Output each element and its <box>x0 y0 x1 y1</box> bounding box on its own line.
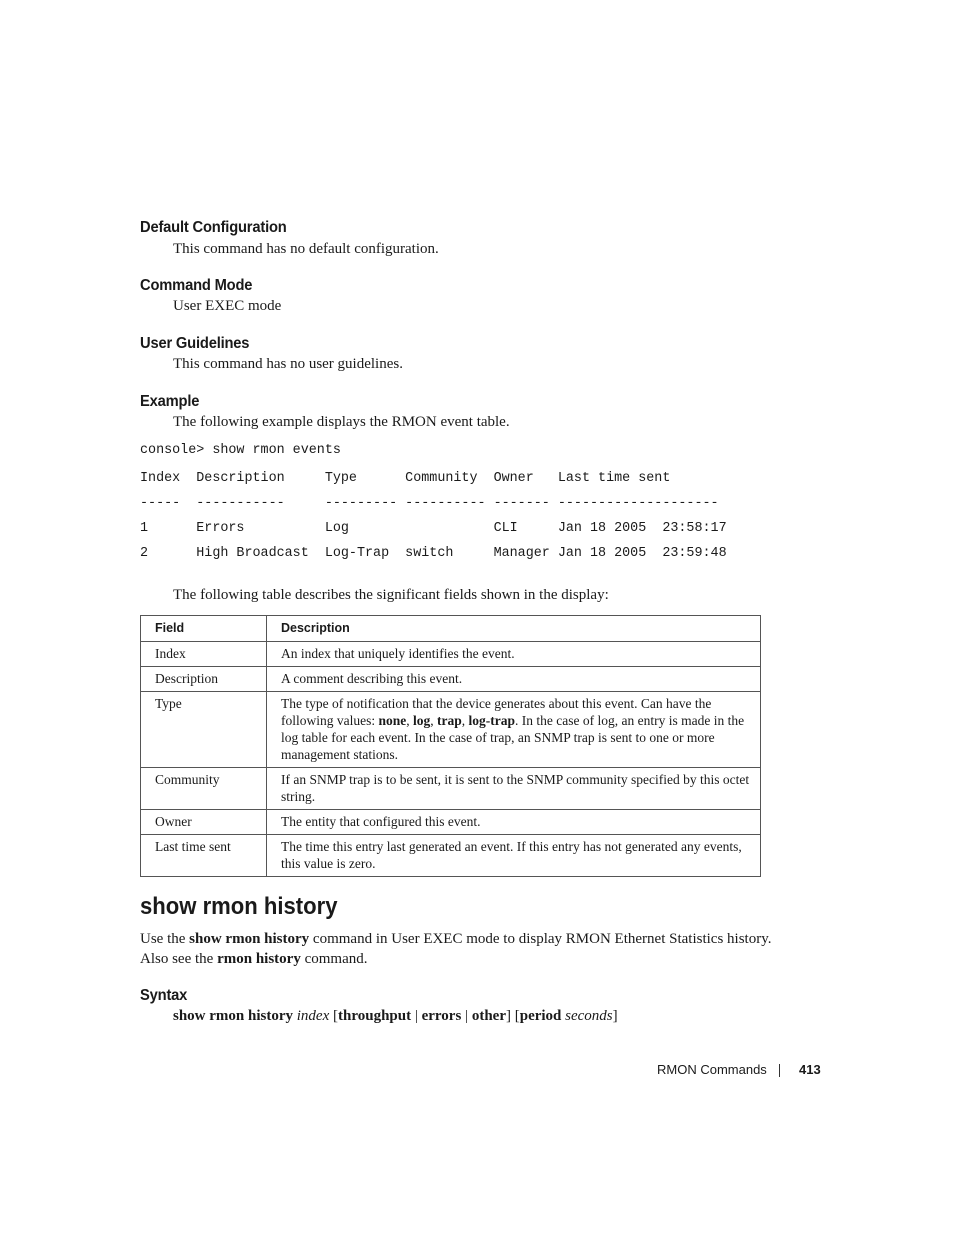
syntax-bracket: [ <box>329 1008 338 1024</box>
table-row <box>141 642 761 667</box>
table-row <box>141 768 761 810</box>
desc-text: Use the <box>140 931 190 947</box>
console-command: console> show rmon events <box>140 443 341 458</box>
syntax-param-seconds: seconds <box>565 1008 613 1024</box>
syntax-keyword-period: period <box>519 1008 562 1024</box>
syntax-line <box>173 1008 618 1025</box>
table-row <box>141 835 761 877</box>
desc-text: command in User EXEC mode to display RMON Ethernet Statistics history. Also see the <box>140 931 772 967</box>
console-header: Index Description Type Community Owner Last time sent <box>140 471 671 486</box>
table-row <box>141 810 761 835</box>
fields-table <box>140 615 761 877</box>
footer-separator <box>779 1064 780 1077</box>
syntax-command: show rmon history <box>173 1008 294 1024</box>
table-row <box>141 667 761 692</box>
section-text-user-guidelines: This command has no user guidelines. <box>173 356 403 372</box>
section-heading-command-mode: Command Mode <box>140 277 253 294</box>
syntax-keyword-throughput: throughput <box>338 1008 412 1024</box>
table-cell-field: Description <box>141 667 267 692</box>
footer-section-name: RMON Commands <box>657 1062 767 1077</box>
command-name: show rmon history <box>189 931 310 947</box>
table-cell-field: Type <box>141 692 267 768</box>
type-value-log: log <box>413 713 431 728</box>
section-heading-user-guidelines: User Guidelines <box>140 335 250 352</box>
table-cell-description: The time this entry last generated an event. If this entry has not generated any events, this value is zero. <box>267 835 761 877</box>
table-cell-description <box>267 692 761 768</box>
table-cell-description: An index that uniquely identifies the event. <box>267 642 761 667</box>
section-heading-default-configuration: Default Configuration <box>140 219 287 236</box>
console-row: 2 High Broadcast Log-Trap switch Manager Jan 18 2005 23:59:48 <box>140 546 727 561</box>
type-sep: , <box>430 713 438 728</box>
table-header-description: Description <box>267 616 761 642</box>
section-text-default-configuration: This command has no default configuration. <box>173 241 439 257</box>
type-desc-text: . In the case of log, an entry is made in the log table for each event. In the case of trap, an SNMP trap is sent to one or more management stations. <box>281 713 745 762</box>
type-value-none: none <box>378 713 407 728</box>
console-row: 1 Errors Log CLI Jan 18 2005 23:58:17 <box>140 521 727 536</box>
desc-text: command. <box>300 950 368 967</box>
type-sep: , <box>461 713 469 728</box>
type-value-log-trap: log-trap <box>468 713 516 728</box>
command-title: show rmon history <box>140 893 338 920</box>
table-intro: The following table describes the significant fields shown in the display: <box>173 587 609 603</box>
table-row <box>141 692 761 768</box>
type-desc-text: The type of notification that the device generates about this event. Can have the following values: <box>281 696 712 728</box>
table-cell-field: Owner <box>141 810 267 835</box>
syntax-pipe: | <box>461 1008 472 1024</box>
section-heading-example: Example <box>140 393 200 410</box>
table-cell-description: If an SNMP trap is to be sent, it is sent to the SNMP community specified by this octet string. <box>267 768 761 810</box>
table-header-field: Field <box>141 616 267 642</box>
table-cell-field: Last time sent <box>141 835 267 877</box>
section-heading-syntax: Syntax <box>140 987 188 1004</box>
section-text-example: The following example displays the RMON event table. <box>173 414 510 430</box>
table-cell-field: Community <box>141 768 267 810</box>
syntax-param-index: index <box>296 1008 330 1024</box>
related-command: rmon history <box>217 950 301 967</box>
syntax-pipe: | <box>411 1008 422 1024</box>
type-sep: , <box>406 713 414 728</box>
syntax-bracket: ] <box>612 1008 618 1024</box>
section-text-command-mode: User EXEC mode <box>173 298 282 314</box>
table-cell-description: A comment describing this event. <box>267 667 761 692</box>
syntax-keyword-errors: errors <box>421 1008 462 1024</box>
table-cell-field: Index <box>141 642 267 667</box>
type-value-trap: trap <box>437 713 462 728</box>
table-header-row <box>141 616 761 642</box>
command-description <box>140 930 780 969</box>
syntax-bracket: ] [ <box>505 1008 520 1024</box>
syntax-keyword-other: other <box>471 1008 506 1024</box>
page-number: 413 <box>799 1062 821 1077</box>
console-divider: ----- ----------- --------- ---------- ------- -------------------- <box>140 496 719 511</box>
table-cell-description: The entity that configured this event. <box>267 810 761 835</box>
